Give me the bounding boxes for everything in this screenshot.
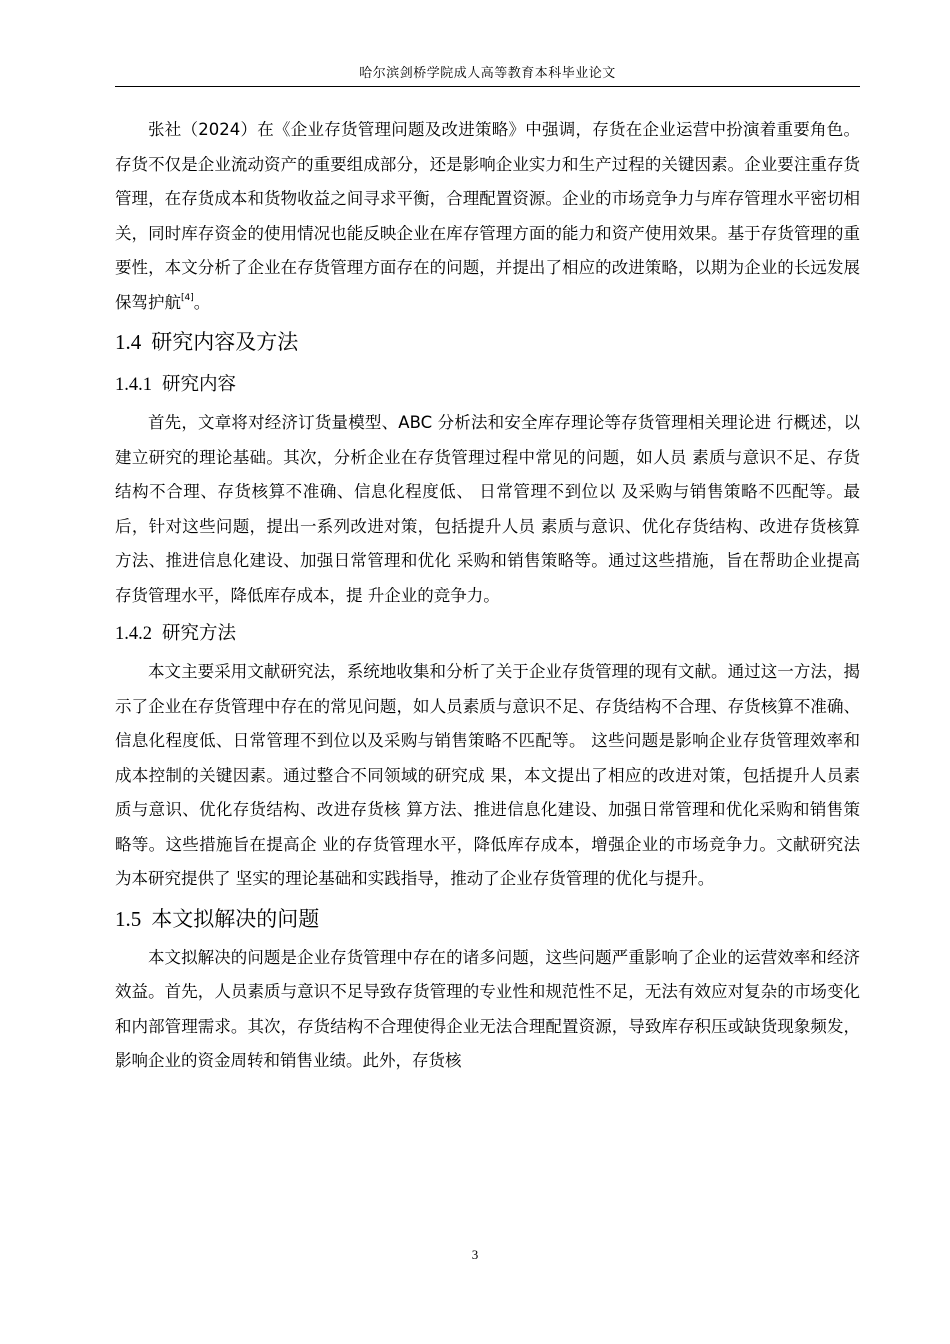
running-header: 哈尔滨剑桥学院成人高等教育本科毕业论文 xyxy=(359,66,616,81)
heading-number: 1.4.1 xyxy=(115,375,152,395)
paragraph-research-method: 本文主要采用文献研究法，系统地收集和分析了关于企业存货管理的现有文献。通过这一方法，揭示了企业在存货管理中存在的常见问题，如人员素质与意识不足、存货结构不合理、存货核算不准确、信息化程度低、日常管理不到位以及采购与销售策略不匹配等。 这些问题是影响企业存货管理效率和成本控制的关键因素。通过整合不同领域的研究成 果，本文提出了相应的改进对策，包括提升人员素质与意识、优化存货结构、改进存货核 算方法、推进信息化建设、加强日常管理和优化采购和销售策略等。这些措施旨在提高企 业的存货管理水平，降低库存成本，增强企业的市场竞争力。文献研究法为本研究提供了 坚实的理论基础和实践指导，推动了企业存货管理的优化与提升。 xyxy=(115,662,860,888)
paragraph-literature-zhang xyxy=(115,113,860,320)
heading-1-5 xyxy=(115,897,860,941)
header-rule xyxy=(115,86,860,87)
paragraph-end: 。 xyxy=(193,292,211,312)
paragraph-problems: 本文拟解决的问题是企业存货管理中存在的诸多问题，这些问题严重影响了企业的运营效率和经济效益。首先，人员素质与意识不足导致存货管理的专业性和规范性不足，无法有效应对复杂的市场变化和内部管理需求。其次，存货结构不合理使得企业无法合理配置资源，导致库存积压或缺货现象频发，影响企业的资金周转和销售业绩。此外，存货核 xyxy=(115,947,860,1070)
heading-number: 1.5 xyxy=(115,906,142,931)
heading-number: 1.4 xyxy=(115,330,142,354)
heading-1-4 xyxy=(115,320,860,364)
heading-text: 研究方法 xyxy=(162,623,237,644)
page-number: 3 xyxy=(471,1247,479,1262)
heading-text: 本文拟解决的问题 xyxy=(151,906,320,931)
page-content xyxy=(115,113,860,1079)
heading-1-4-2 xyxy=(115,613,860,655)
paragraph-text: 张社（2024）在《企业存货管理问题及改进策略》中强调，存货在企业运营中扮演着重要角色。存货不仅是企业流动资产的重要组成部分，还是影响企业实力和生产过程的关键因素。企业要注重存货管理，在存货成本和货物收益之间寻求平衡，合理配置资源。企业的市场竞争力与库存管理水平密切相关，同时库存资金的使用情况也能反映企业在库存管理方面的能力和资产使用效果。基于存货管理的重要性，本文分析了企业在存货管理方面存在的问题，并提出了相应的改进策略，以期为企业的长远发展保驾护航 xyxy=(115,120,860,312)
citation-ref[interactable]: [4] xyxy=(181,292,194,303)
heading-text: 研究内容及方法 xyxy=(151,330,299,354)
heading-number: 1.4.2 xyxy=(115,624,152,644)
paragraph-research-content: 首先，文章将对经济订货量模型、ABC 分析法和安全库存理论等存货管理相关理论进 行概述，以建立研究的理论基础。其次，分析企业在存货管理过程中常见的问题，如人员 素质与意识不足、存货结构不合理、存货核算不准确、信息化程度低、 日常管理不到位以 及采购与销售策略不匹配等。最后，针对这些问题，提出一系列改进对策，包括提升人员 素质与意识、优化存货结构、改进存货核算方法、推进信息化建设、加强日常管理和优化 采购和销售策略等。通过这些措施，旨在帮助企业提高存货管理水平，降低库存成本，提 升企业的竞争力。 xyxy=(115,413,860,605)
heading-text: 研究内容 xyxy=(162,374,237,395)
heading-1-4-1 xyxy=(115,364,860,406)
